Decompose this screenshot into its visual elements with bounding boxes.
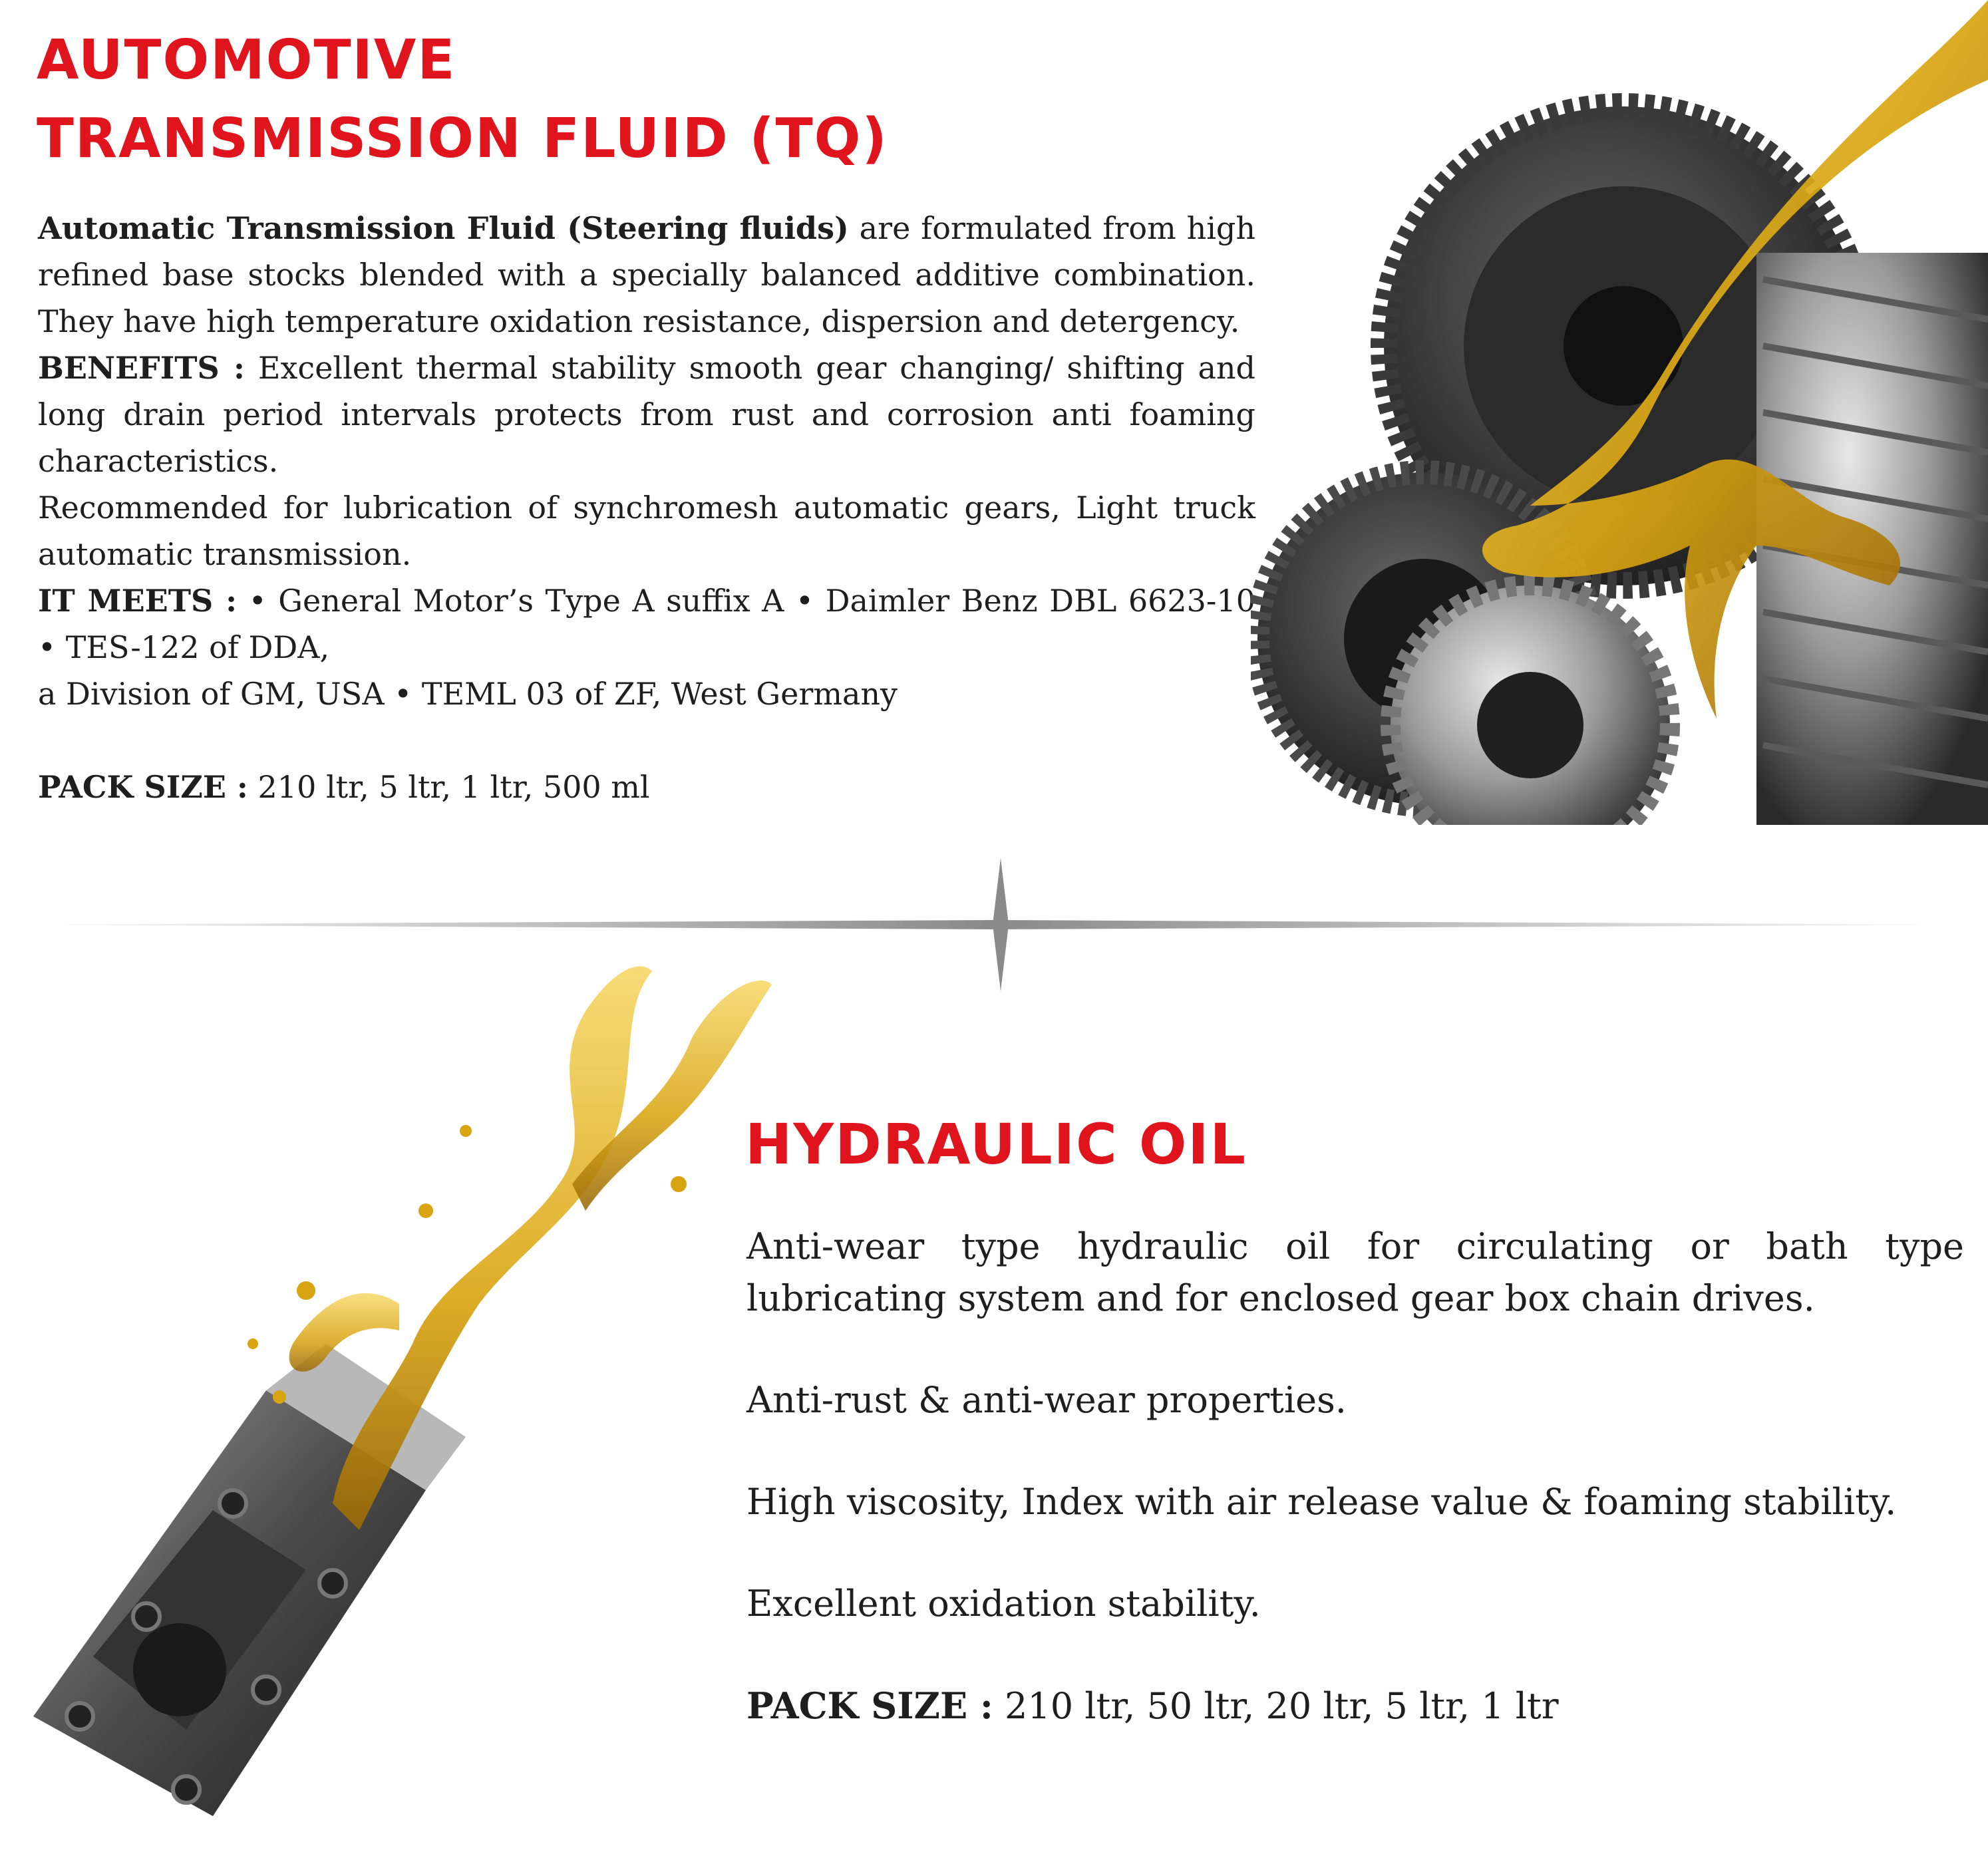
atf-title-line2: TRANSMISSION FLUID (TQ)	[37, 107, 888, 170]
atf-spacer	[38, 717, 1255, 764]
atf-intro-bold: Automatic Transmission Fluid (Steering fluids)	[38, 210, 849, 246]
hydraulic-p4: Excellent oxidation stability.	[746, 1583, 1261, 1625]
atf-title-line1: AUTOMOTIVE	[37, 29, 456, 92]
hydraulic-description	[746, 1221, 1964, 1782]
hydraulic-pack-text: 210 ltr, 50 ltr, 20 ltr, 5 ltr, 1 ltr	[993, 1685, 1559, 1727]
atf-intro	[38, 205, 1255, 345]
atf-meets-text: • General Motor’s Type A suffix A • Daimler Benz DBL 6623-10 • TES-122 of DDA,	[38, 583, 1255, 665]
atf-recommended: Recommended for lubrication of synchromesh automatic gears, Light truck automatic transmission.	[38, 490, 1255, 572]
hydraulic-p2: Anti-rust & anti-wear properties.	[746, 1379, 1347, 1421]
atf-pack-text: 210 ltr, 5 ltr, 1 ltr, 500 ml	[248, 769, 650, 805]
hydraulic-pack-label: PACK SIZE :	[746, 1684, 993, 1727]
hydraulic-p1: Anti-wear type hydraulic oil for circulating or bath type lubricating system and for enclosed gear box chain drives.	[746, 1225, 1964, 1319]
atf-benefits-label: BENEFITS :	[38, 350, 245, 386]
hydraulic-title: HYDRAULIC OIL	[745, 1112, 1247, 1177]
atf-meets-label: IT MEETS :	[38, 583, 238, 619]
hydraulic-pump-oil-image	[13, 931, 838, 1849]
atf-description	[38, 205, 1255, 810]
atf-meets	[38, 577, 1255, 671]
hydraulic-pack-size	[746, 1680, 1964, 1732]
atf-title	[37, 21, 888, 178]
atf-pack-size	[38, 764, 1255, 810]
atf-pack-label: PACK SIZE :	[38, 769, 248, 805]
atf-benefits	[38, 345, 1255, 484]
atf-meets-continued: a Division of GM, USA • TEML 03 of ZF, West Germany	[38, 676, 898, 712]
atf-benefits-text: Excellent thermal stability smooth gear changing/ shifting and long drain period intervals protects from rust and corrosion anti foaming characteristics.	[38, 350, 1256, 479]
atf-intro-rest: are formulated from high refined base stocks blended with a specially balanced additive combination. They have high temperature oxidation resistance, dispersion and detergency.	[38, 210, 1255, 339]
gears-oil-image	[1251, 0, 1988, 825]
hydraulic-p3: High viscosity, Index with air release value & foaming stability.	[746, 1481, 1897, 1523]
